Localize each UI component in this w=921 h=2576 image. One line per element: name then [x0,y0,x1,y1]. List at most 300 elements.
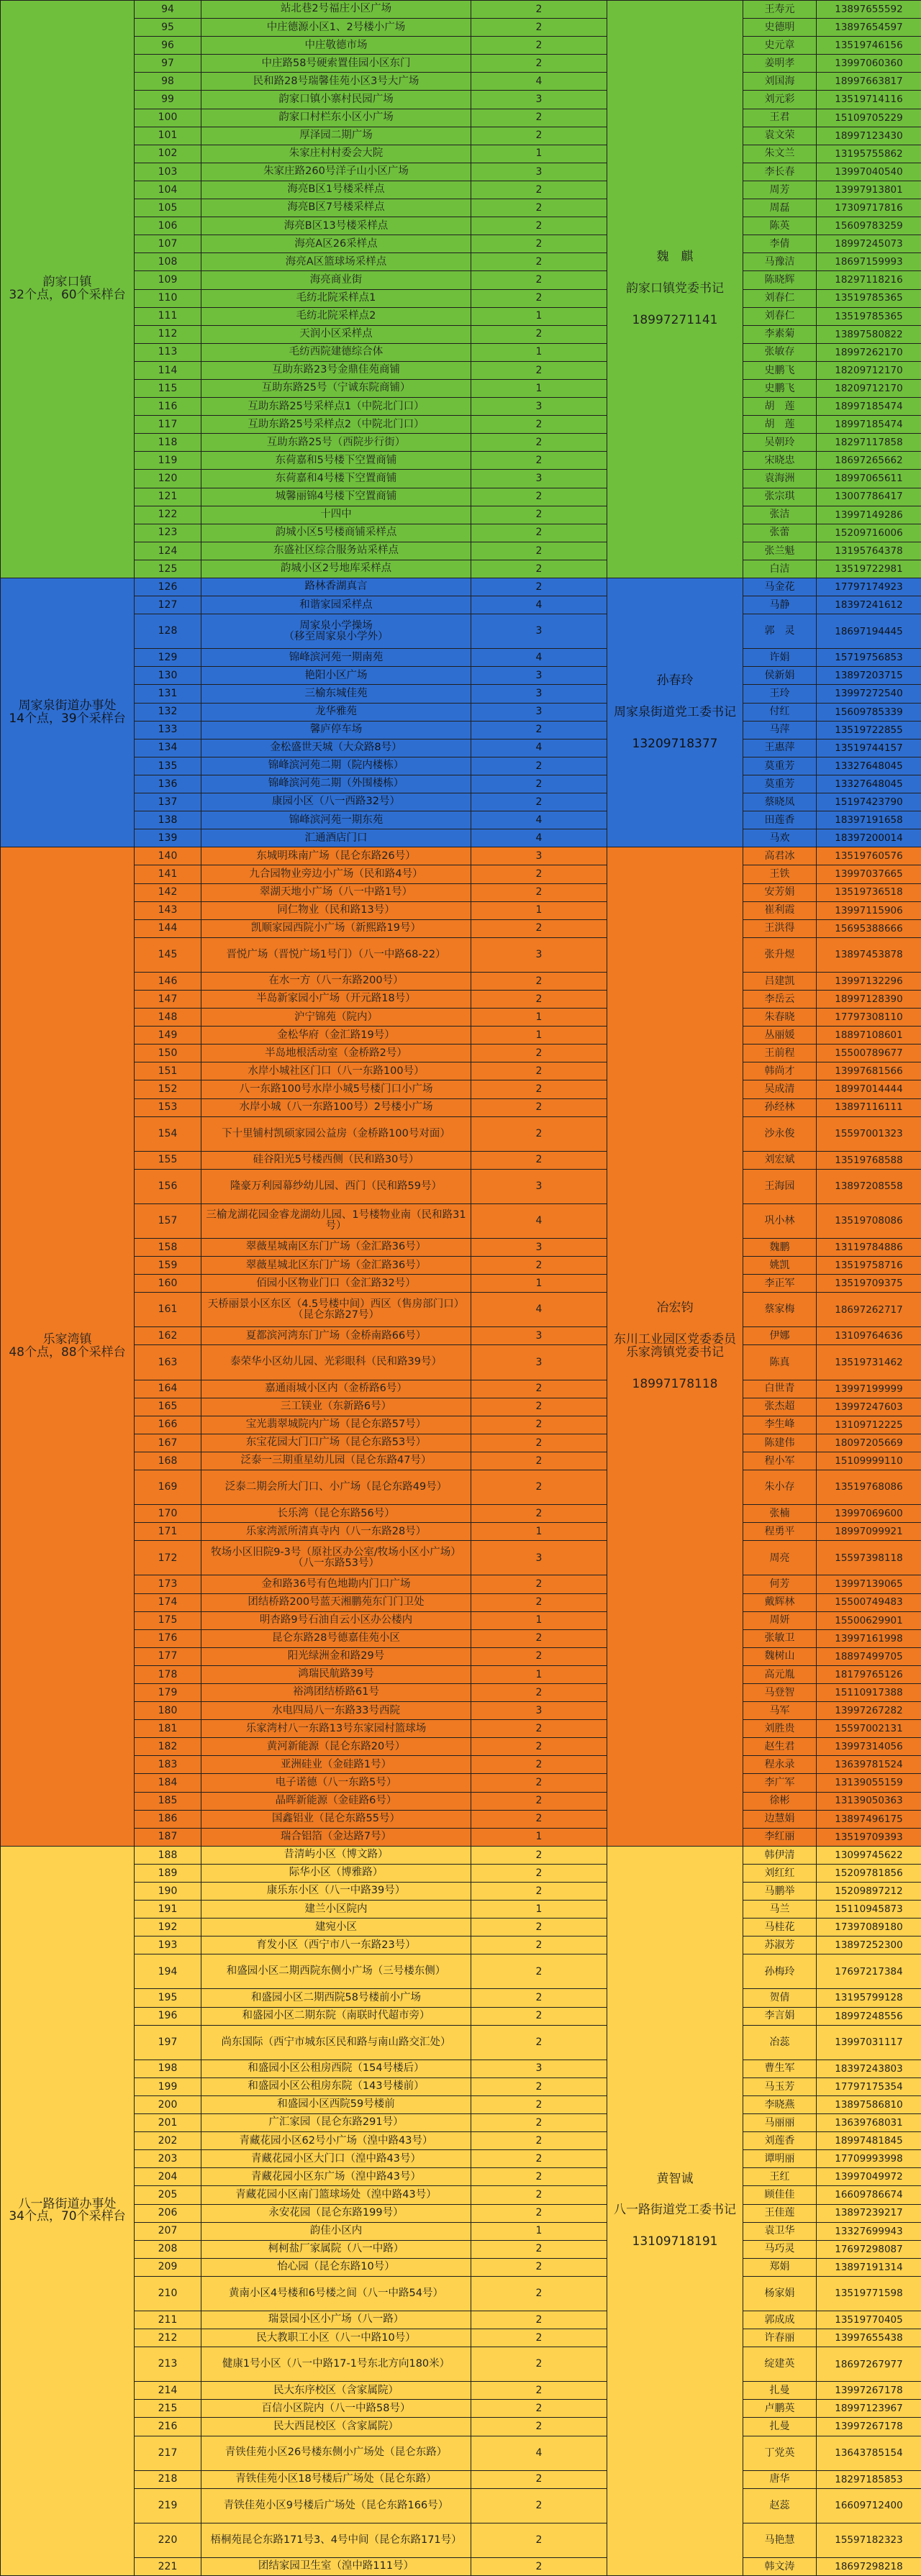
site-row [1,1452,921,1470]
site-contact-name: 卢鹏英 [743,2400,817,2418]
sampling-desk-count: 1 [471,1275,607,1293]
site-number: 215 [135,2400,201,2418]
site-row [1,217,921,235]
site-contact-phone: 13109764636 [817,1327,921,1345]
sampling-desk-count: 2 [471,416,607,434]
leader-cell [607,847,743,1847]
site-contact-phone: 15500749483 [817,1593,921,1611]
sampling-desk-count: 2 [471,1257,607,1275]
site-name: 凯顺家园西院小广场（新熙路19号） [201,919,471,937]
site-number: 122 [135,506,201,524]
site-number: 104 [135,181,201,199]
site-row [1,614,921,649]
site-contact-name: 高君冰 [743,847,817,865]
site-name: 天润小区采样点 [201,325,471,343]
site-contact-phone: 18697194445 [817,614,921,649]
site-row [1,379,921,397]
site-number: 119 [135,452,201,470]
site-number: 97 [135,55,201,73]
site-contact-phone: 18697267977 [817,2347,921,2382]
site-contact-phone: 13997040540 [817,163,921,181]
sampling-desk-count: 2 [471,1683,607,1701]
site-contact-name: 马丽丽 [743,2114,817,2132]
site-contact-phone: 15597182323 [817,2523,921,2557]
site-contact-name: 王佳莲 [743,2204,817,2222]
site-contact-name: 吴成清 [743,1080,817,1098]
site-row [1,2382,921,2400]
site-contact-phone: 18097205669 [817,1434,921,1452]
site-row [1,721,921,739]
site-row [1,685,921,703]
site-name: 艳阳小区广场 [201,667,471,685]
site-contact-name: 马欢 [743,829,817,847]
site-number: 153 [135,1098,201,1116]
site-row [1,1398,921,1416]
site-contact-name: 张敏存 [743,343,817,361]
site-contact-name: 唐华 [743,2470,817,2488]
site-contact-name: 顾佳佳 [743,2186,817,2204]
site-contact-name: 朱文兰 [743,145,817,163]
site-contact-name: 高元胤 [743,1665,817,1683]
site-contact-phone: 15695388666 [817,919,921,937]
site-name: 青藏花园小区62号小广场（湟中路43号） [201,2132,471,2150]
site-name: 翠湖天地小广场（八一中路1号） [201,883,471,901]
site-number: 124 [135,542,201,560]
leader-name: 冶宏钧 [610,1302,740,1315]
sampling-desk-count: 1 [471,1828,607,1846]
site-name: 翠薇星城南区东门广场（金汇路36号） [201,1239,471,1257]
site-contact-phone: 13639781524 [817,1756,921,1774]
sampling-desk-count: 2 [471,919,607,937]
site-contact-phone: 17797308110 [817,1009,921,1027]
site-row [1,542,921,560]
town-name-cell: 乐家湾镇 48个点，88个采样台 [1,847,135,1847]
site-contact-phone: 13109712225 [817,1416,921,1434]
site-contact-name: 伊娜 [743,1327,817,1345]
site-name: 和盛园小区公租房东院（143号楼前） [201,2077,471,2095]
site-contact-phone: 13997267178 [817,2382,921,2400]
site-number: 198 [135,2060,201,2077]
site-contact-name: 王红 [743,2168,817,2186]
site-row [1,488,921,506]
site-name: 同仁物业（民和路13号） [201,901,471,919]
site-number: 105 [135,199,201,217]
site-contact-name: 程小军 [743,1452,817,1470]
site-contact-name: 刘红红 [743,1864,817,1882]
sampling-desk-count: 1 [471,901,607,919]
site-row [1,2523,921,2557]
site-name: 泛泰一三期重星幼儿园（昆仑东路47号） [201,1452,471,1470]
site-name: 厚泽园二期广场 [201,127,471,145]
site-name: 建兰小区院内 [201,1901,471,1919]
site-contact-name: 刘胜贵 [743,1720,817,1738]
site-contact-phone: 15719756853 [817,649,921,667]
site-row [1,1345,921,1380]
leader-phone: 18997271141 [610,314,740,327]
site-number: 216 [135,2418,201,2436]
site-row [1,1883,921,1901]
sampling-desk-count: 1 [471,1901,607,1919]
sampling-desk-count: 2 [471,2523,607,2557]
site-name: 黄河新能源（昆仑东路20号） [201,1738,471,1756]
site-contact-name: 马兰 [743,1901,817,1919]
site-number: 138 [135,811,201,829]
site-name: 民大教职工小区（八一中路10号） [201,2329,471,2347]
site-row [1,524,921,542]
town-name-cell: 八一路街道办事处 34个点，70个采样台 [1,1846,135,2575]
site-contact-name: 付红 [743,703,817,721]
site-contact-phone: 18897108601 [817,1027,921,1044]
site-contact-name: 胡 莲 [743,398,817,416]
site-row [1,55,921,73]
site-number: 117 [135,416,201,434]
site-name: 和盛园小区二期东院（南联时代超市旁） [201,2007,471,2025]
site-name: 下十里铺村凯硕家园公益房（金桥路100号对面） [201,1116,471,1151]
site-contact-phone: 18997481845 [817,2132,921,2150]
sampling-desk-count: 2 [471,542,607,560]
site-contact-phone: 13327648045 [817,757,921,775]
site-row [1,703,921,721]
site-name: 互助东路25号采样点2（中院北门口） [201,416,471,434]
site-row [1,1919,921,1936]
site-name: 中庄路58号硬索置佳园小区东门 [201,55,471,73]
site-contact-name: 戴辉林 [743,1593,817,1611]
site-contact-phone: 13897655592 [817,1,921,19]
sampling-desk-count: 2 [471,271,607,289]
site-row [1,2168,921,2186]
sampling-desk-count: 2 [471,2150,607,2168]
site-row [1,199,921,217]
site-number: 166 [135,1416,201,1434]
site-row [1,1901,921,1919]
site-contact-name: 贺倩 [743,1989,817,2007]
site-row [1,325,921,343]
site-number: 201 [135,2114,201,2132]
sampling-desk-count: 2 [471,2186,607,2204]
site-contact-name: 吴朝玲 [743,434,817,452]
site-number: 157 [135,1203,201,1238]
site-row [1,398,921,416]
site-contact-phone: 13519709375 [817,1275,921,1293]
site-contact-name: 田莲香 [743,811,817,829]
sampling-desk-count: 1 [471,379,607,397]
site-contact-name: 巩小林 [743,1203,817,1238]
site-contact-phone: 15197423790 [817,793,921,811]
site-number: 205 [135,2186,201,2204]
leader-phone: 13109718191 [610,2236,740,2249]
site-number: 202 [135,2132,201,2150]
sampling-desk-count: 3 [471,1541,607,1575]
site-name: 尚东国际（西宁市城东区民和路与南山路交汇处） [201,2025,471,2060]
sampling-desk-count: 3 [471,685,607,703]
site-contact-phone: 13519760576 [817,847,921,865]
site-number: 154 [135,1116,201,1151]
sampling-desk-count: 2 [471,775,607,793]
site-contact-name: 杨家娟 [743,2276,817,2311]
site-row [1,757,921,775]
site-name: 硅谷阳光5号楼西侧（民和路30号） [201,1151,471,1169]
site-contact-name: 曹生军 [743,2060,817,2077]
site-row [1,1647,921,1665]
site-contact-phone: 13643785154 [817,2436,921,2470]
site-number: 148 [135,1009,201,1027]
site-number: 143 [135,901,201,919]
site-contact-phone: 18997014444 [817,1080,921,1098]
site-name: 半岛地根活动室（金桥路2号） [201,1044,471,1062]
site-contact-phone: 18997185474 [817,398,921,416]
site-contact-name: 马登智 [743,1683,817,1701]
sampling-desk-count: 2 [471,1954,607,1989]
site-contact-phone: 13997161998 [817,1629,921,1647]
site-contact-name: 李正军 [743,1275,817,1293]
site-row [1,1203,921,1238]
site-number: 115 [135,379,201,397]
site-number: 95 [135,19,201,37]
sampling-desk-count: 1 [471,1027,607,1044]
site-name: 民大东序校区（含家属院） [201,2382,471,2400]
site-number: 118 [135,434,201,452]
site-contact-name: 边慧娟 [743,1810,817,1828]
site-row [1,163,921,181]
site-name: 青藏花园小区大门口（湟中路43号） [201,2150,471,2168]
site-contact-phone: 15209716006 [817,524,921,542]
site-name: 东荷嘉和4号楼下空置商铺 [201,470,471,488]
site-number: 135 [135,757,201,775]
sampling-desk-count: 2 [471,1989,607,2007]
site-row [1,829,921,847]
site-number: 169 [135,1470,201,1505]
site-contact-phone: 13519709393 [817,1828,921,1846]
site-row [1,1062,921,1080]
site-number: 191 [135,1901,201,1919]
site-contact-name: 莫重芳 [743,775,817,793]
site-contact-phone: 13327699943 [817,2222,921,2240]
site-number: 192 [135,1919,201,1936]
site-row [1,2258,921,2276]
sampling-desk-count: 2 [471,2258,607,2276]
site-name: 锦峰滨河苑一期东苑 [201,811,471,829]
town-name-cell: 韵家口镇 32个点，60个采样台 [1,1,135,578]
site-contact-name: 姚凯 [743,1257,817,1275]
site-contact-phone: 13639768031 [817,2114,921,2132]
sampling-desk-count: 2 [471,452,607,470]
site-row [1,2025,921,2060]
site-name: 汇通酒店门口 [201,829,471,847]
site-name: 嘉通雨城小区内（金桥路6号） [201,1380,471,1398]
site-contact-phone: 13519731462 [817,1345,921,1380]
sampling-desk-count: 2 [471,1575,607,1593]
sampling-desk-count: 4 [471,73,607,91]
site-number: 221 [135,2557,201,2575]
sampling-desk-count: 2 [471,217,607,235]
site-row [1,91,921,109]
site-contact-phone: 15597001323 [817,1116,921,1151]
site-contact-name: 王前程 [743,1044,817,1062]
site-row [1,145,921,163]
site-row [1,1954,921,1989]
site-contact-name: 张楠 [743,1505,817,1523]
site-name: 瑞景园小区小广场（八一路） [201,2311,471,2329]
site-name: 三榆龙湖花园金睿龙湖幼儿园、1号楼物业南（民和路31号） [201,1203,471,1238]
site-contact-phone: 18997245073 [817,235,921,253]
leader-title: 韵家口镇党委书记 [610,283,740,296]
sampling-desk-count: 2 [471,2400,607,2418]
site-contact-phone: 13195799128 [817,1989,921,2007]
sampling-desk-count: 2 [471,2470,607,2488]
site-name: 夏都滨河湾东门广场（金桥南路66号） [201,1327,471,1345]
site-contact-phone: 18997248556 [817,2007,921,2025]
site-number: 208 [135,2240,201,2258]
site-row [1,1116,921,1151]
sampling-desk-count: 2 [471,181,607,199]
site-contact-name: 程永录 [743,1756,817,1774]
site-contact-phone: 13007786417 [817,488,921,506]
site-contact-phone: 13897453878 [817,937,921,972]
site-name: 裕鸿团结桥路61号 [201,1683,471,1701]
leader-phone: 13209718377 [610,738,740,751]
site-row [1,1257,921,1275]
site-contact-name: 王铁 [743,865,817,883]
site-name: 康园小区（八一西路32号） [201,793,471,811]
sampling-desk-count: 3 [471,1239,607,1257]
leader-title: 周家泉街道党工委书记 [610,706,740,719]
site-row [1,2488,921,2523]
sampling-desk-count: 2 [471,2311,607,2329]
site-contact-phone: 13099745622 [817,1846,921,1864]
site-name: 黄南小区4号楼和6号楼之间（八一中路54号） [201,2276,471,2311]
site-name: 宝光翡翠城院内广场（昆仑东路57号） [201,1416,471,1434]
site-name: 民和路28号瑞馨佳苑小区3号大广场 [201,73,471,91]
site-name: 康乐东小区（八一中路39号） [201,1883,471,1901]
sampling-desk-count: 2 [471,1380,607,1398]
site-contact-phone: 18897499705 [817,1647,921,1665]
leader-name: 魏 麒 [610,251,740,264]
site-name: 水电四局八一东路33号西院 [201,1702,471,1720]
site-contact-name: 马静 [743,596,817,614]
site-contact-name: 白世青 [743,1380,817,1398]
site-row [1,1080,921,1098]
site-contact-phone: 13519746156 [817,37,921,55]
site-number: 126 [135,578,201,596]
site-contact-phone: 16609712400 [817,2488,921,2523]
sampling-desk-count: 2 [471,1,607,19]
site-number: 130 [135,667,201,685]
site-contact-phone: 13897191314 [817,2258,921,2276]
leader-phone: 18997178118 [610,1378,740,1391]
site-row [1,2150,921,2168]
site-contact-phone: 13897208558 [817,1169,921,1203]
sampling-desk-count: 1 [471,145,607,163]
site-row [1,1541,921,1575]
site-row [1,181,921,199]
site-name: 龙华雅苑 [201,703,471,721]
site-row [1,2060,921,2077]
sampling-desk-count: 3 [471,470,607,488]
site-number: 121 [135,488,201,506]
site-row [1,2418,921,2436]
sampling-desk-count: 4 [471,811,607,829]
site-row [1,109,921,127]
site-contact-name: 陈真 [743,1345,817,1380]
site-contact-name: 崔利霞 [743,901,817,919]
site-number: 110 [135,289,201,307]
sampling-desk-count: 1 [471,1611,607,1629]
site-number: 136 [135,775,201,793]
site-contact-name: 张洁 [743,506,817,524]
site-contact-phone: 13997314056 [817,1738,921,1756]
sampling-desk-count: 1 [471,1523,607,1541]
site-contact-phone: 18997099921 [817,1523,921,1541]
site-contact-name: 刘春仁 [743,307,817,325]
site-contact-name: 史德明 [743,19,817,37]
site-name: 乐家湾派所清真寺内（八一东路28号） [201,1523,471,1541]
sampling-desk-count: 2 [471,1738,607,1756]
site-contact-phone: 15209781856 [817,1864,921,1882]
sampling-desk-count: 2 [471,1505,607,1523]
site-name: 青铁佳苑小区26号楼东侧小广场处（昆仑东路） [201,2436,471,2470]
site-row [1,1151,921,1169]
site-name: 互助东路25号（宁诚东院商铺） [201,379,471,397]
sampling-desk-count: 1 [471,1009,607,1027]
site-contact-name: 马艳慧 [743,2523,817,2557]
site-row [1,883,921,901]
leader-cell [607,578,743,847]
site-row [1,2557,921,2575]
site-name: 东宝花园大门口广场（昆仑东路53号） [201,1434,471,1452]
site-name: 团结家园卫生室（湟中路111号） [201,2557,471,2575]
site-name: 佰园小区物业门口（金汇路32号） [201,1275,471,1293]
site-contact-name: 周芳 [743,181,817,199]
sampling-desk-count: 3 [471,937,607,972]
sampling-desk-count: 2 [471,2114,607,2132]
site-contact-phone: 13519736518 [817,883,921,901]
site-number: 140 [135,847,201,865]
site-row [1,2240,921,2258]
site-contact-phone: 13519770405 [817,2311,921,2329]
site-contact-phone: 13997247603 [817,1398,921,1416]
site-number: 151 [135,1062,201,1080]
sampling-desk-count: 2 [471,1864,607,1882]
site-name: 怡心园（昆仑东路10号） [201,2258,471,2276]
site-contact-phone: 13997037665 [817,865,921,883]
site-number: 155 [135,1151,201,1169]
site-row [1,2007,921,2025]
sampling-desk-count: 4 [471,739,607,757]
site-number: 137 [135,793,201,811]
site-contact-phone: 13519722855 [817,721,921,739]
site-name: 朱家庄村村委会大院 [201,145,471,163]
site-number: 203 [135,2150,201,2168]
site-contact-phone: 13119784886 [817,1239,921,1257]
site-contact-name: 李素菊 [743,325,817,343]
site-row [1,1864,921,1882]
sampling-desk-count: 2 [471,2329,607,2347]
sampling-desk-count: 2 [471,253,607,271]
sampling-desk-count: 2 [471,289,607,307]
site-contact-name: 赵生君 [743,1738,817,1756]
site-number: 113 [135,343,201,361]
site-contact-phone: 13519744157 [817,739,921,757]
site-contact-name: 史鹏飞 [743,361,817,379]
site-contact-name: 许春丽 [743,2329,817,2347]
site-name: 瑞合铝箔（金达路7号） [201,1828,471,1846]
site-name: 毛纺西院建德综合体 [201,343,471,361]
site-number: 171 [135,1523,201,1541]
site-number: 120 [135,470,201,488]
site-number: 109 [135,271,201,289]
sampling-desk-count: 2 [471,865,607,883]
sampling-desk-count: 2 [471,1116,607,1151]
